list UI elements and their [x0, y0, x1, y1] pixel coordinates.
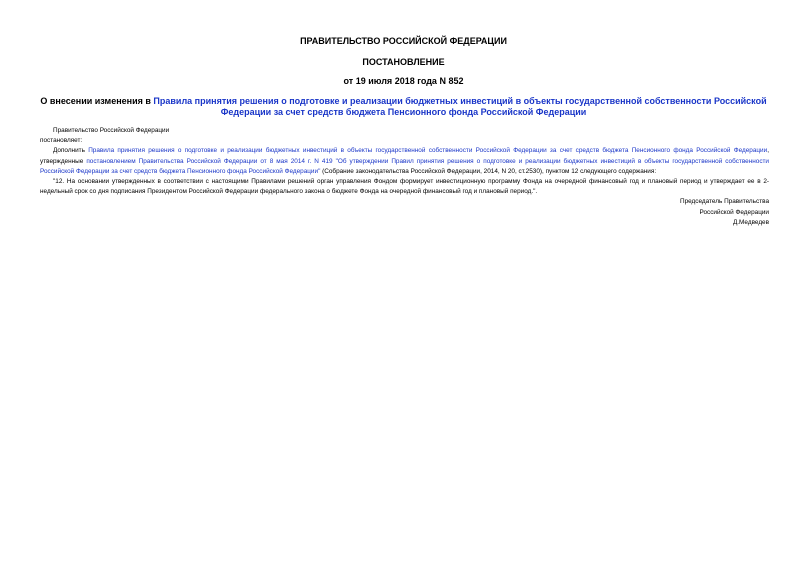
body-paragraph-amendment	[40, 146, 769, 177]
document-type-heading: ПОСТАНОВЛЕНИЕ	[362, 57, 445, 67]
government-heading: ПРАВИТЕЛЬСТВО РОССИЙСКОЙ ФЕДЕРАЦИИ	[300, 36, 507, 46]
signature-name: Д.Медведев	[732, 218, 769, 226]
amendment-resolution-link[interactable]: постановлением Правительства Российской Федерации от 8 мая 2014 г. N 419 "Об утверждении Правил принятия решения о подготовке и реализации бюджетных инвестиций в объекты государственной собственности Российской Федерации за счет средств бюджета Пенсионного фонда Российской Федерации"	[40, 157, 770, 175]
amendment-text-2: , утвержденные	[40, 147, 769, 165]
signature-position: Председатель Правительства	[680, 198, 769, 206]
document-date-number: от 19 июля 2018 года N 852	[343, 76, 464, 86]
amendment-text-3: (Собрание законодательства Российской Федерации, 2014, N 20, ст.2530), пунктом 12 следующего содержания:	[320, 167, 657, 175]
body-paragraph-resolves: постановляет:	[40, 137, 83, 145]
title-rules-link[interactable]: Правила принятия решения о подготовке и реализации бюджетных инвестиций в объекты государственной собственности Российской Федерации за счет средств бюджета Пенсионного фонда Российской Федерации	[153, 96, 767, 117]
document-body	[40, 126, 769, 228]
document-title	[40, 96, 767, 118]
amendment-text-1: Дополнить	[53, 147, 89, 155]
title-prefix: О внесении изменения в	[40, 96, 154, 106]
body-paragraph-government: Правительство Российской Федерации	[53, 127, 170, 134]
body-paragraph-clause-12: "12. На основании утвержденных в соответствии с настоящими Правилами решений орган управления Фондом формирует инвестиционную программу Фонда на очередной финансовый год и плановый период и утверждает ее в 2-недельный срок со дня подписания Президентом Российской Федерации федерального закона о бюджете Фонда на очередной финансовый год и плановый период.".	[40, 178, 769, 196]
amendment-rules-link[interactable]: Правила принятия решения о подготовке и реализации бюджетных инвестиций в объекты государственной собственности Российской Федерации за счет средств бюджета Пенсионного фонда Российской Федерации	[88, 147, 768, 155]
signature-country: Российской Федерации	[699, 208, 769, 216]
